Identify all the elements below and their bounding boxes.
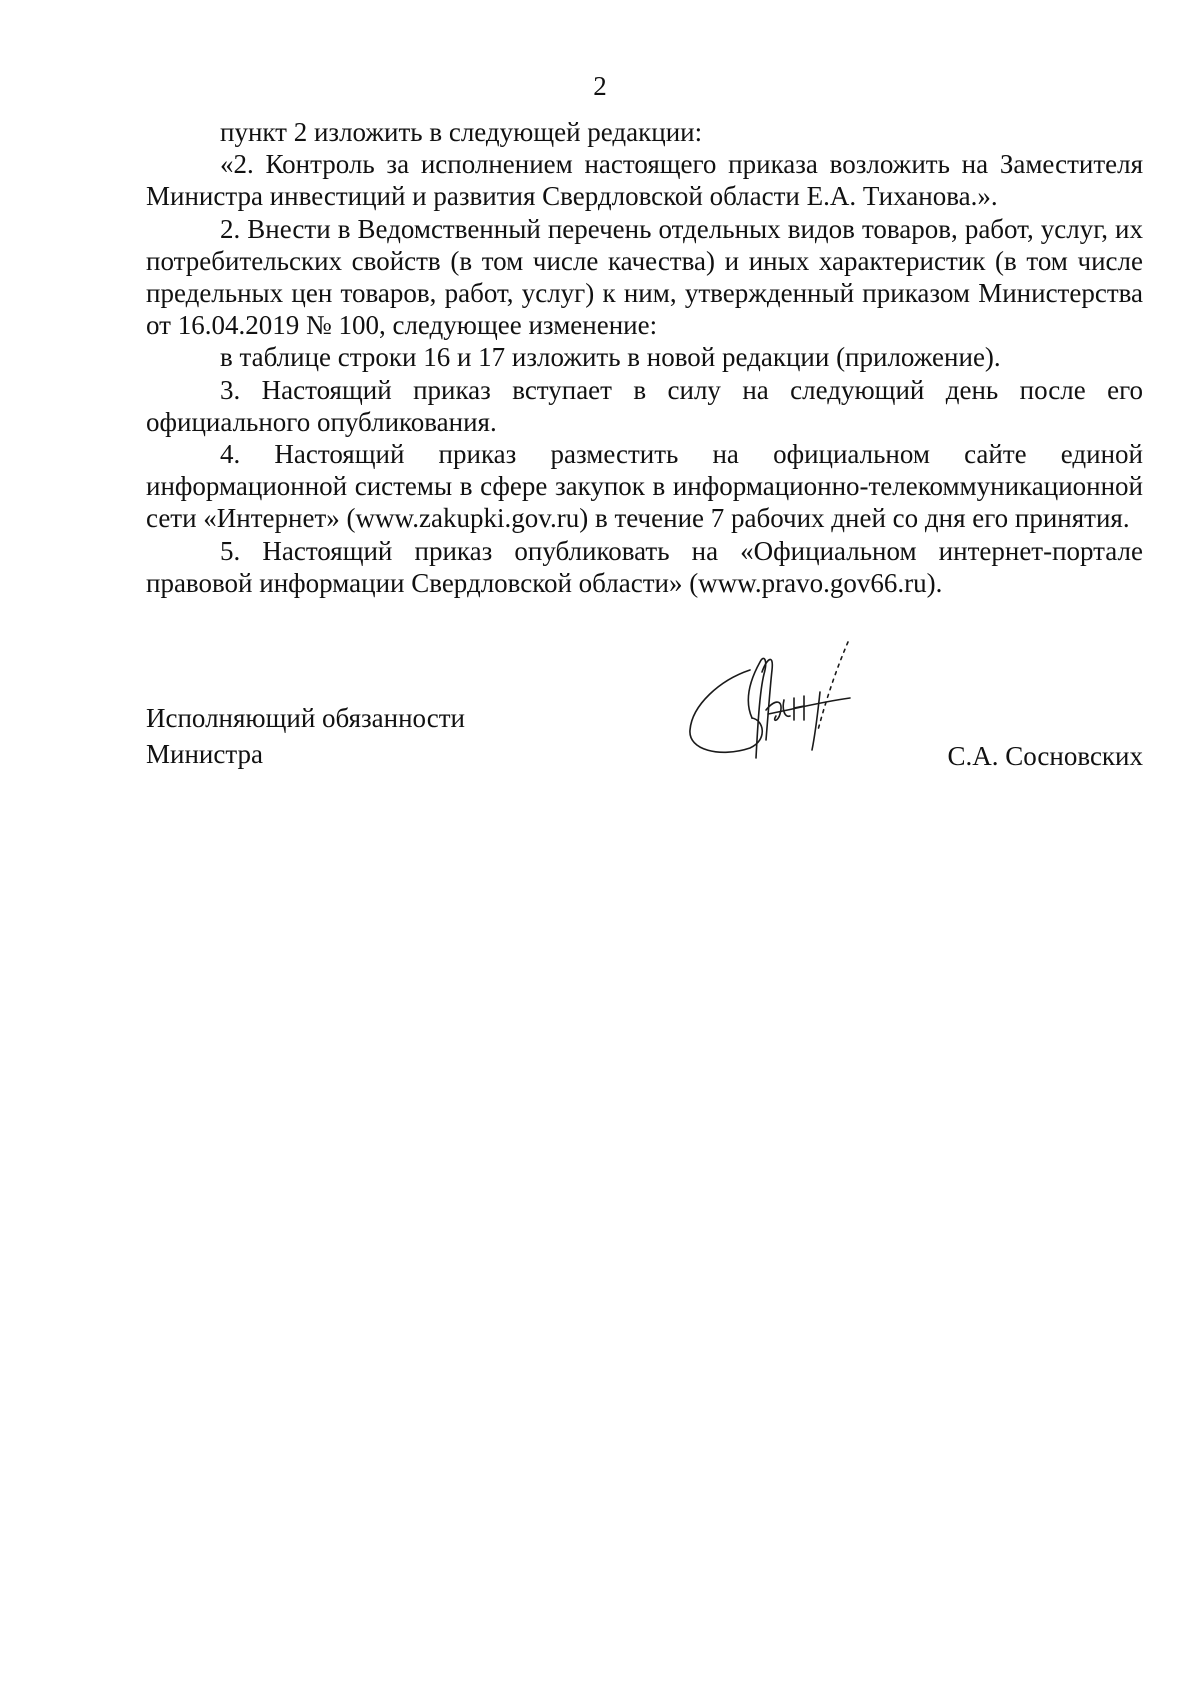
handwritten-signature bbox=[680, 640, 880, 785]
paragraph-item-2: 2. Внести в Ведомственный перечень отдельных видов товаров, работ, услуг, их потребительских свойств (в том числе качества) и иных характеристик (в том числе предельных цен товаров, работ, услуг) к ним, утвержденный приказом Министерства от 16.04.2019 № 100, следующее изменение: bbox=[146, 213, 1143, 341]
signatory-position-line1: Исполняющий обязанности bbox=[146, 703, 465, 733]
paragraph-table-rows: в таблице строки 16 и 17 изложить в новой редакции (приложение). bbox=[220, 342, 1001, 373]
signatory-name: С.А. Сосновских bbox=[947, 741, 1143, 771]
signatory-position bbox=[146, 700, 465, 772]
document-body bbox=[146, 116, 1143, 599]
page-number: 2 bbox=[593, 71, 607, 101]
paragraph-clause-2-text: «2. Контроль за исполнением настоящего приказа возложить на Заместителя Министра инвестиций и развития Свердловской области Е.А. Тиханова.». bbox=[146, 149, 1143, 212]
paragraph-item-4: 4. Настоящий приказ разместить на официальном сайте единой информационной системы в сфере закупок в информационно-телекоммуникационной сети «Интернет» (www.zakupki.gov.ru) в течение 7 рабочих дней со дня его принятия. bbox=[146, 439, 1143, 534]
signatory-position-line2: Министра bbox=[146, 739, 263, 769]
paragraph-item-3: 3. Настоящий приказ вступает в силу на следующий день после его официального опубликования. bbox=[146, 374, 1143, 437]
paragraph-clause-2-intro: пункт 2 изложить в следующей редакции: bbox=[220, 117, 703, 147]
paragraph-item-5: 5. Настоящий приказ опубликовать на «Официальном интернет-портале правовой информации Свердловской области» (www.pravo.gov66.ru). bbox=[146, 535, 1143, 598]
